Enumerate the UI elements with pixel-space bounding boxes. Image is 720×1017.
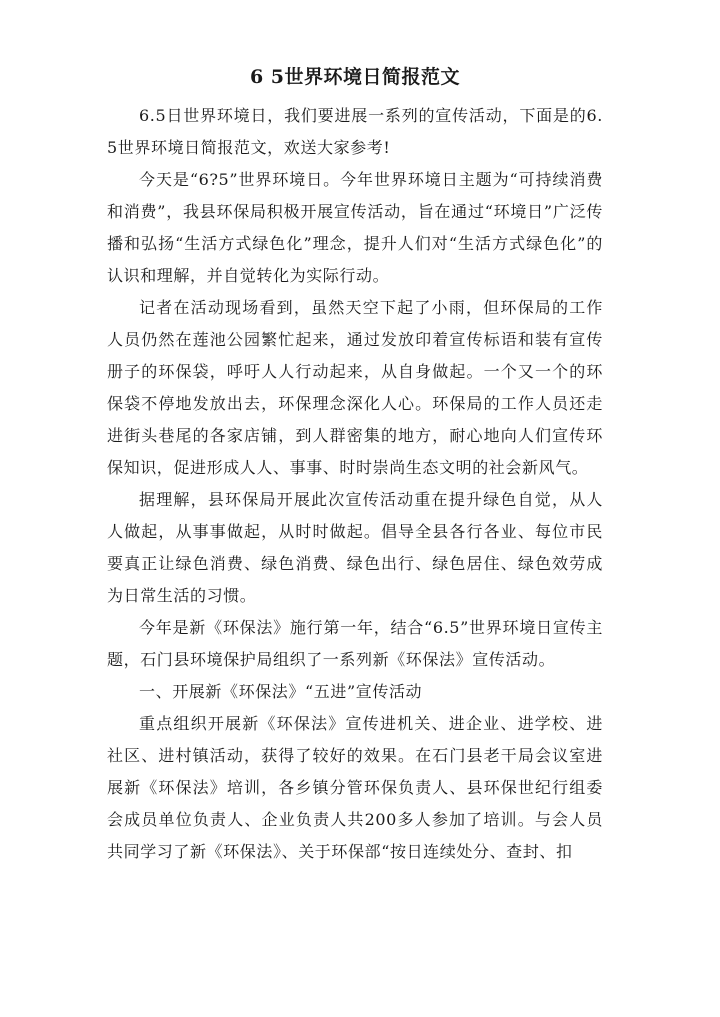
- document-title: 6 5世界环境日简报范文: [249, 66, 461, 88]
- section-heading-one: 一、开展新《环保法》“五进”宣传活动: [139, 682, 423, 701]
- paragraph-law: 今年是新《环保法》施行第一年，结合“6.5”世界环境日宣传主题，石门县环境保护局组织了一系列新《环保法》宣传活动。: [107, 618, 603, 669]
- paragraph-intro: 6.5日世界环境日，我们要进展一系列的宣传活动，下面是的6.5世界环境日简报范文，欢送大家参考!: [107, 106, 603, 157]
- paragraph-scene: 记者在活动现场看到，虽然天空下起了小雨，但环保局的工作人员仍然在莲池公园繁忙起来，通过发放印着宣传标语和装有宣传册子的环保袋，呼吁人人行动起来，从自身做起。一个又一个的环保袋不停地发放出去，环保理念深化人心。环保局的工作人员还走进街头巷尾的各家店铺，到人群密集的地方，耐心地向人们宣传环保知识，促进形成人人、事事、时时崇尚生态文明的社会新风气。: [107, 298, 603, 477]
- paragraph-activities: 重点组织开展新《环保法》宣传进机关、进企业、进学校、进社区、进村镇活动，获得了较好的效果。在石门县老干局会议室进展新《环保法》培训，各乡镇分管环保负责人、县环保世纪行组委会成员单位负责人、企业负责人共200多人参加了培训。与会人员共同学习了新《环保法》、关于环保部“按日连续处分、查封、扣: [107, 714, 603, 861]
- paragraph-purpose: 据理解，县环保局开展此次宣传活动重在提升绿色自觉，从人人做起，从事事做起，从时时做起。倡导全县各行各业、每位市民要真正让绿色消费、绿色消费、绿色出行、绿色居住、绿色效劳成为日常生活的习惯。: [107, 490, 603, 605]
- paragraph-theme: 今天是“6?5”世界环境日。今年世界环境日主题为“可持续消费和消费”，我县环保局积极开展宣传活动，旨在通过“环境日”广泛传播和弘扬“生活方式绿色化”理念，提升人们对“生活方式绿色化”的认识和理解，并自觉转化为实际行动。: [107, 170, 603, 285]
- document-page: [107, 62, 603, 868]
